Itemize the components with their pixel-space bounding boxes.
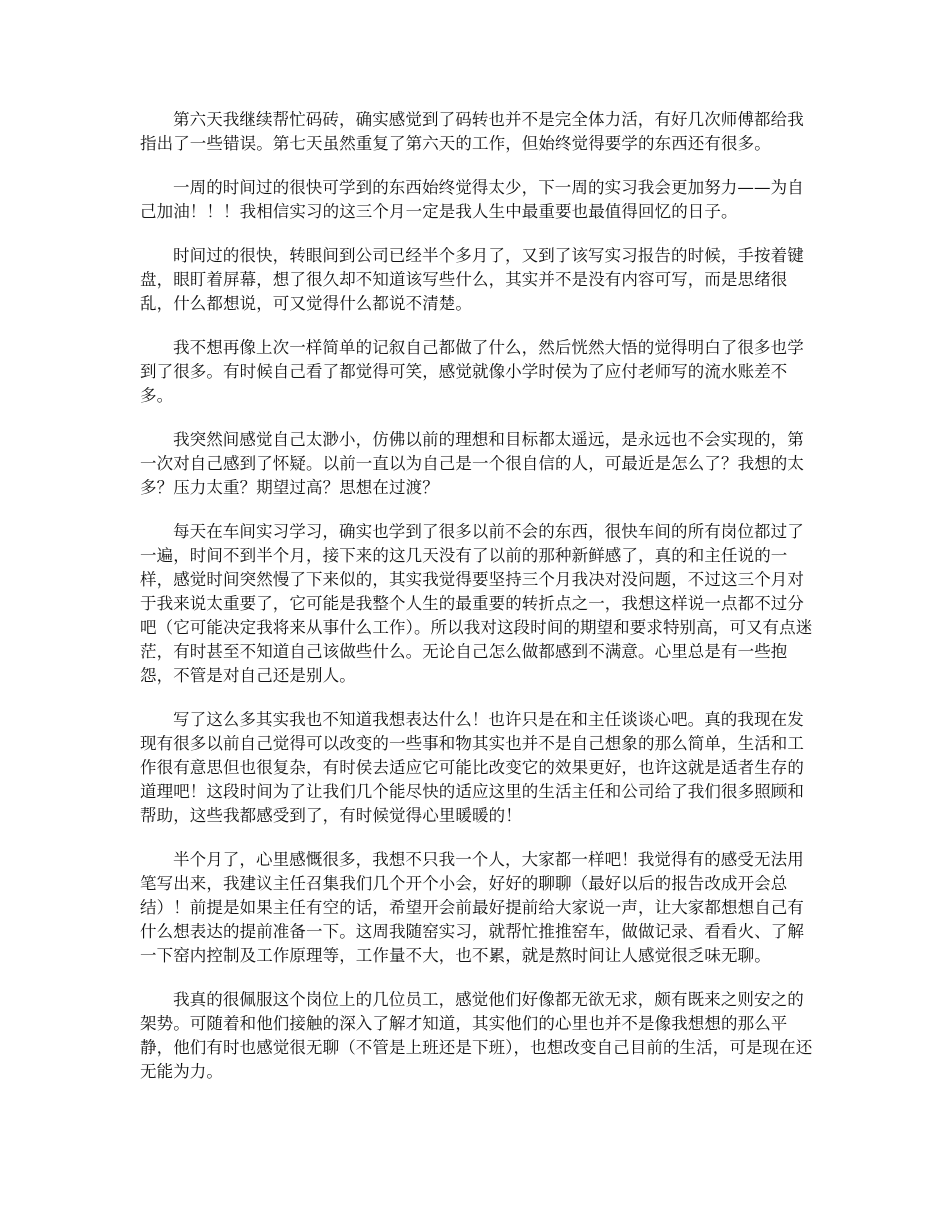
paragraph: 每天在车间实习学习，确实也学到了很多以前不会的东西，很快车间的所有岗位都过了一遍，时间不到半个月，接下来的这几天没有了以前的那种新鲜感了，真的和主任说的一样，感觉时间突然慢了下来似的，其实我觉得要坚持三个月我决对没问题，不过这三个月对于我来说太重要了，它可能是我整个人生的最重要的转折点之一，我想这样说一点都不过分吧（它可能决定我将来从事什么工作）。所以我对这段时间的期望和要求特别高，可又有点迷茫，有时甚至不知道自己该做些什么。无论自己怎么做都感到不满意。心里总是有一些抱怨，不管是对自己还是别人。 — [140, 522, 813, 685]
paragraph: 我不想再像上次一样简单的记叙自己都做了什么，然后恍然大悟的觉得明白了很多也学到了很多。有时候自己看了都觉得可笑，感觉就像小学时侯为了应付老师写的流水账差不多。 — [140, 338, 804, 405]
paragraph: 时间过的很快，转眼间到公司已经半个多月了，又到了该写实习报告的时候，手按着键盘，眼盯着屏幕，想了很久却不知道该写些什么，其实并不是没有内容可写，而是思绪很乱，什么都想说，可又觉得什么都说不清楚。 — [140, 246, 804, 313]
paragraph: 半个月了，心里感慨很多，我想不只我一个人，大家都一样吧！我觉得有的感受无法用笔写出来，我建议主任召集我们几个开个小会，好好的聊聊（最好以后的报告改成开会总结）！前提是如果主任有空的话，希望开会前最好提前给大家说一声，让大家都想想自己有什么想表达的提前准备一下。这周我随窑实习，就帮忙推推窑车，做做记录、看看火、了解一下窑内控制及工作原理等，工作量不大，也不累，就是熬时间让人感觉很乏味无聊。 — [140, 850, 804, 965]
paragraph: 第六天我继续帮忙码砖，确实感觉到了码转也并不是完全体力活，有好几次师傅都给我指出了一些错误。第七天虽然重复了第六天的工作，但始终觉得要学的东西还有很多。 — [140, 110, 804, 153]
paragraph: 写了这么多其实我也不知道我想表达什么！也许只是在和主任谈谈心吧。真的我现在发现有很多以前自己觉得可以改变的一些事和物其实也并不是自己想象的那么简单，生活和工作很有意思但也很复杂，有时侯去适应它可能比改变它的效果更好，也许这就是适者生存的道理吧！这段时间为了让我们几个能尽快的适应这里的生活主任和公司给了我们很多照顾和帮助，这些我都感受到了，有时候觉得心里暖暖的！ — [140, 710, 804, 825]
paragraph: 一周的时间过的很快可学到的东西始终觉得太少，下一周的实习我会更加努力——为自己加油！！！我相信实习的这三个月一定是我人生中最重要也最值得回忆的日子。 — [140, 178, 804, 221]
document-body — [140, 108, 816, 1104]
paragraph: 我突然间感觉自己太渺小，仿佛以前的理想和目标都太遥远，是永远也不会实现的，第一次对自己感到了怀疑。以前一直以为自己是一个很自信的人，可最近是怎么了？我想的太多？压力太重？期望过高？思想在过渡？ — [140, 430, 804, 497]
paragraph: 我真的很佩服这个岗位上的几位员工，感觉他们好像都无欲无求，颇有既来之则安之的架势。可随着和他们接触的深入了解才知道，其实他们的心里也并不是像我想想的那么平静，他们有时也感觉很无聊（不管是上班还是下班），也想改变自己目前的生活，可是现在还无能为力。 — [140, 990, 813, 1081]
